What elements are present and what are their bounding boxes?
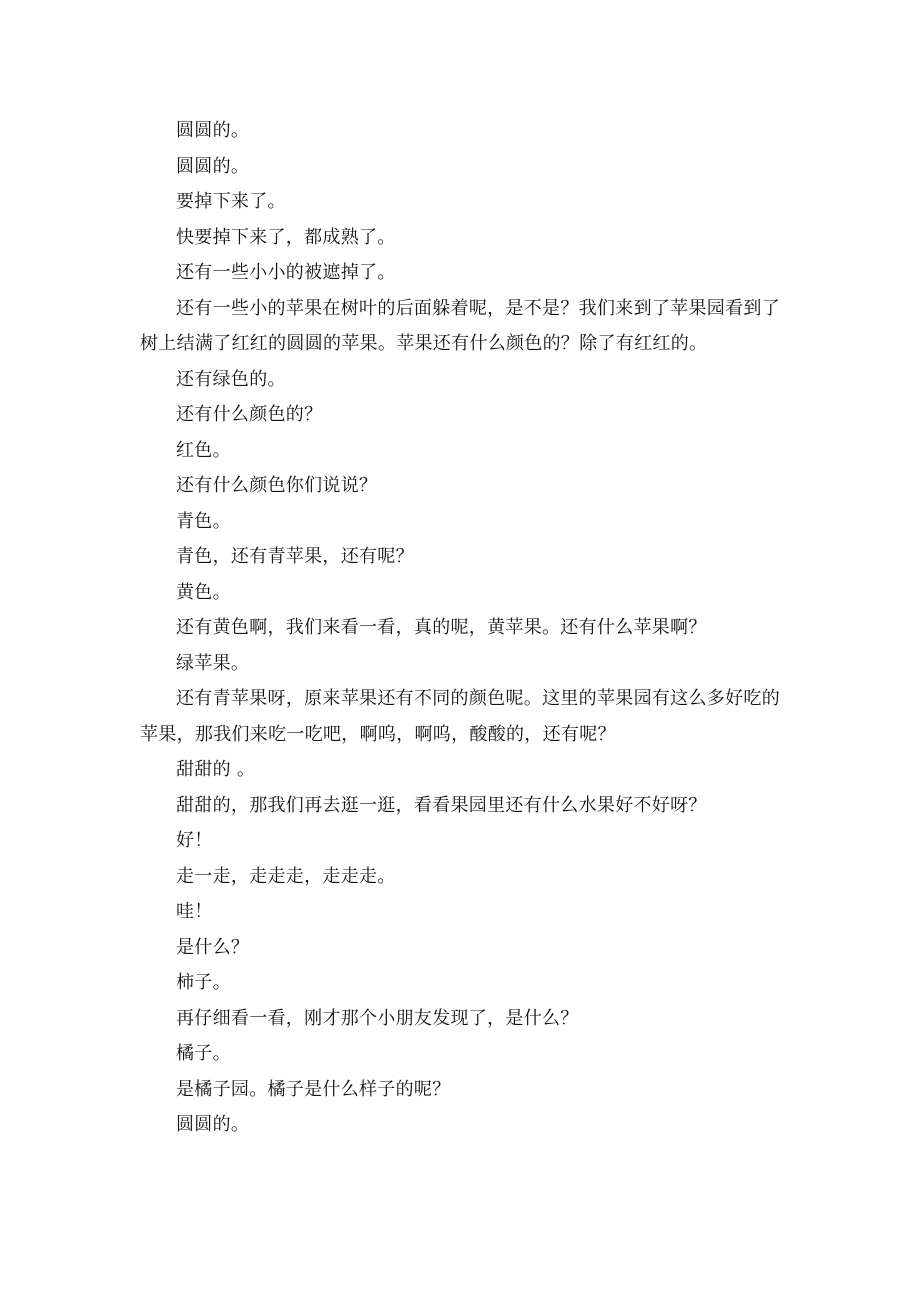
paragraph: 甜甜的 。: [176, 759, 256, 780]
paragraph: 还有青苹果呀，原来苹果还有不同的颜色呢。这里的苹果园有这么多好吃的苹果，那我们来吃一吃吧，啊呜，啊呜，酸酸的，还有呢？: [140, 688, 780, 745]
paragraph: 要掉下来了。: [176, 191, 286, 212]
paragraph: 圆圆的。: [176, 155, 250, 177]
paragraph: 青色。: [176, 510, 231, 532]
paragraph: 柿子。: [176, 972, 231, 993]
document-body: [140, 113, 780, 1143]
paragraph: 是什么？: [176, 936, 250, 958]
paragraph: 走一走，走走走，走走走。: [176, 865, 396, 887]
paragraph: 还有一些小的苹果在树叶的后面躲着呢，是不是？我们来到了苹果园看到了树上结满了红红的圆圆的苹果。苹果还有什么颜色的？除了有红红的。: [140, 297, 780, 354]
paragraph: 红色。: [176, 439, 231, 461]
paragraph: 甜甜的，那我们再去逛一逛，看看果园里还有什么水果好不好呀？: [176, 794, 707, 816]
paragraph: 好！: [176, 830, 213, 851]
paragraph: 是橘子园。橘子是什么样子的呢？: [176, 1078, 451, 1100]
paragraph: 还有什么颜色你们说说？: [176, 475, 378, 496]
paragraph: 还有绿色的。: [176, 368, 286, 390]
paragraph: 青色，还有青苹果，还有呢？: [176, 546, 414, 567]
paragraph: 还有黄色啊，我们来看一看，真的呢，黄苹果。还有什么苹果啊？: [176, 617, 707, 638]
paragraph: 哇！: [176, 901, 213, 922]
paragraph: 再仔细看一看，刚才那个小朋友发现了，是什么？: [176, 1007, 579, 1029]
paragraph: 橘子。: [176, 1043, 231, 1064]
paragraph: 黄色。: [176, 581, 231, 603]
paragraph: 圆圆的。: [176, 120, 250, 141]
paragraph: 快要掉下来了，都成熟了。: [176, 226, 396, 248]
paragraph: 圆圆的。: [176, 1114, 250, 1135]
paragraph: 还有一些小小的被遮掉了。: [176, 262, 396, 283]
paragraph: 绿苹果。: [176, 652, 250, 674]
paragraph: 还有什么颜色的？: [176, 404, 323, 425]
